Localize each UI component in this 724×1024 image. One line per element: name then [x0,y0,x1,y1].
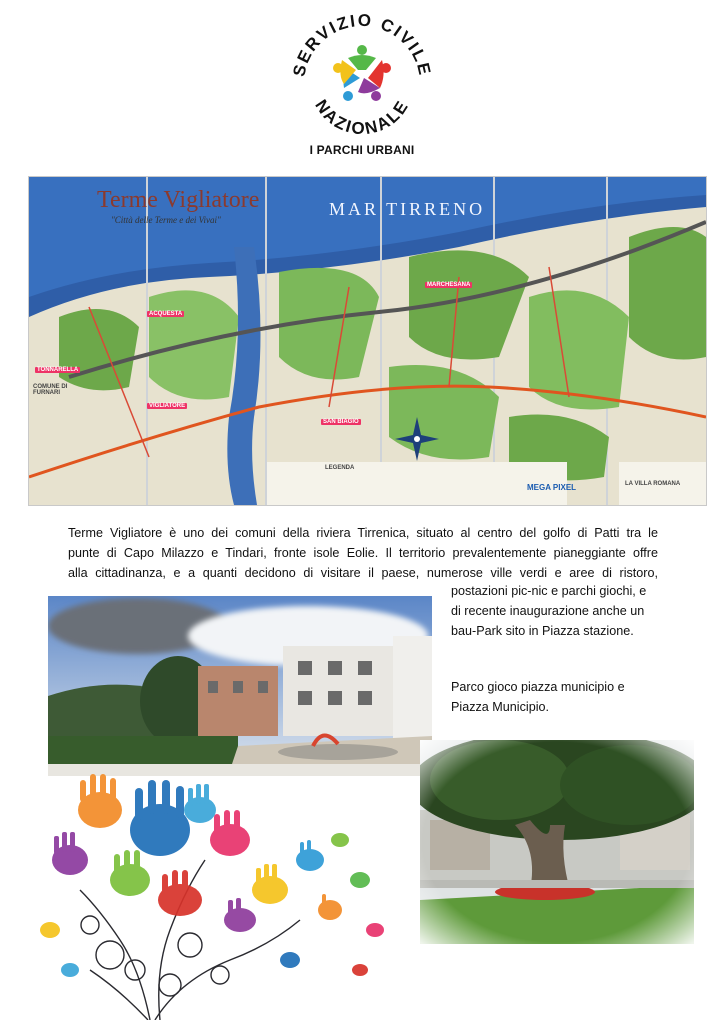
map-place-label: LEGENDA [325,465,355,471]
map-title: Terme Vigliatore [97,187,260,213]
map-place-label: MARCHESANA [427,282,471,288]
map-drawing [29,177,706,505]
text-line: Terme Vigliatore è uno dei comuni della riviera Tirrenica, situato al centro del golfo di Patti tra le [68,526,658,540]
photo-piazza-tree [420,740,694,944]
tourist-map [28,176,707,506]
intro-paragraph [68,523,658,583]
map-subtitle: "Città delle Terme e dei Vivai" [111,215,221,225]
servizio-civile-logo [262,8,462,138]
text-line: Piazza Municipio. [451,700,549,714]
intro-paragraph-continued [451,581,691,641]
text-line: alla cittadinanza, e a quanti decidono di visitare il paese, numerose ville verdi e aree di ristoro, [68,566,658,580]
text-line: bau-Park sito in Piazza stazione. [451,624,634,638]
hands-tree-illustration [30,770,410,1020]
star-figures-icon [333,45,391,101]
text-line: postazioni pic-nic e parchi giochi, e [451,584,647,598]
map-place-label: LA VILLA ROMANA [625,481,681,487]
text-line: Parco gioco piazza municipio e [451,680,625,694]
map-place-label: MEGA PIXEL [527,483,577,492]
page-title: I PARCHI URBANI [309,143,415,157]
map-place-label: VIGLIATORE [149,403,186,409]
map-place-label: COMUNE DI FURNARI [33,384,68,396]
map-place-label: TONNARELLA [37,367,79,373]
text-line: di recente inaugurazione anche un [451,604,645,618]
map-place-label: SAN BIAGIO [323,419,359,425]
photo-caption [451,677,691,717]
svg-text:NAZIONALE: NAZIONALE [311,96,413,138]
text-line: punte di Capo Milazzo e Tindari, fronte isole Eolie. Il territorio prevalentemente pianeggiante offre [68,546,658,560]
map-place-label: ACQUESTA [149,311,183,317]
logo-text: SERVIZIO CIVILE [289,10,435,79]
map-sea-label: MAR TIRRENO [329,199,486,219]
photo-playground [48,596,432,776]
